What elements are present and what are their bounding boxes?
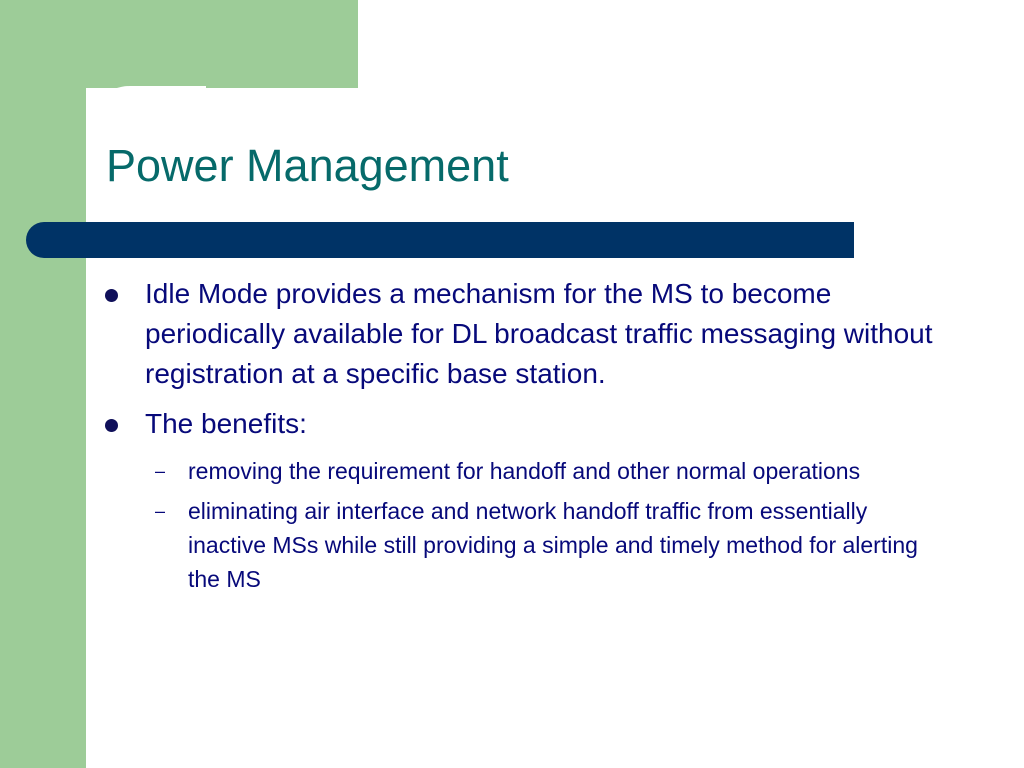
bullet-dot-icon (105, 419, 118, 432)
bullet-text: The benefits: (145, 408, 307, 439)
bullet-item (145, 274, 955, 394)
sub-bullet-dash-icon: – (155, 501, 166, 521)
bullet-item (145, 404, 955, 444)
slide-content (0, 274, 1024, 602)
sub-bullet-dash-icon: – (155, 461, 166, 481)
bullet-text: Idle Mode provides a mechanism for the MS to become periodically available for DL broadcast traffic messaging without registration at a specific base station. (145, 278, 933, 389)
slide-title: Power Management (106, 140, 509, 191)
sub-bullet-item (155, 494, 928, 596)
sub-bullet-text: removing the requirement for handoff and other normal operations (188, 458, 861, 484)
bullet-dot-icon (105, 289, 118, 302)
sub-bullet-text: eliminating air interface and network handoff traffic from essentially inactive MSs while still providing a simple and timely method for alerting the MS (188, 498, 918, 592)
sub-bullet-item (155, 454, 928, 488)
title-rule-bar (26, 222, 854, 258)
